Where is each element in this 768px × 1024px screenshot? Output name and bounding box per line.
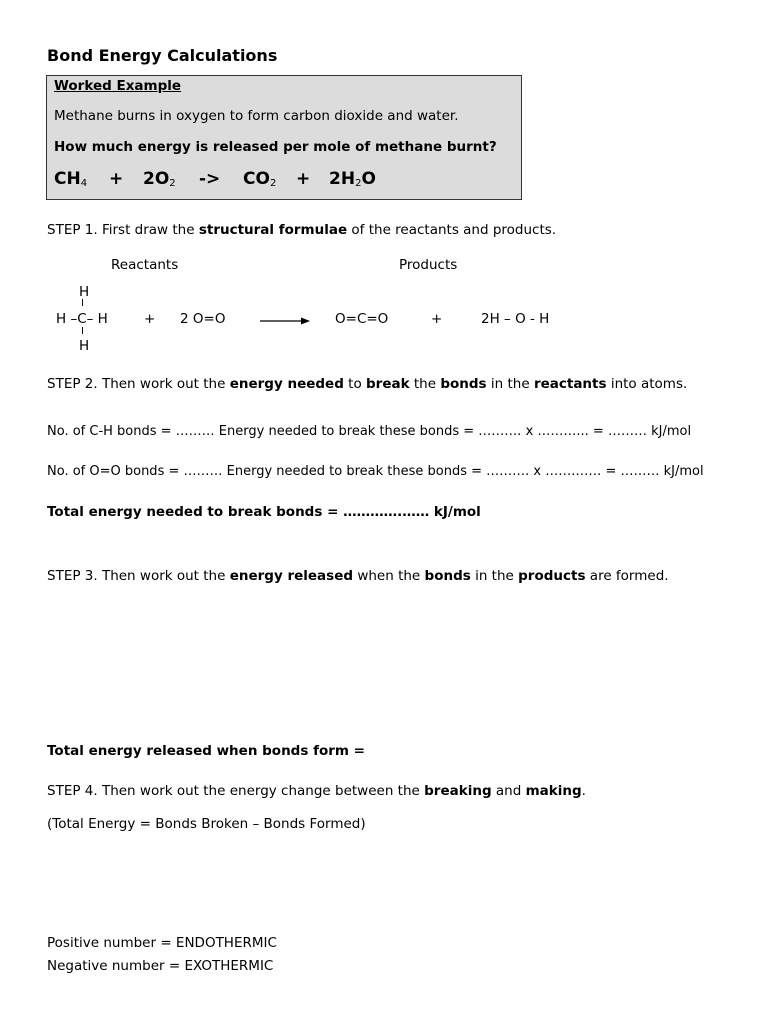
- oo-bonds-line: No. of O=O bonds = ……… Energy needed to break these bonds = ………. x …….…… = ……… kJ/mol: [47, 464, 704, 479]
- reaction-arrow-icon: [259, 315, 311, 327]
- water-structure: 2H – O - H: [481, 311, 550, 327]
- oxygen-structure: 2 O=O: [180, 311, 226, 327]
- step3-text: STEP 3. Then work out the energy released when the bonds in the products are formed.: [47, 568, 669, 584]
- methane-formula: $CH_4$: [54, 169, 88, 189]
- example-heading: Worked Example: [54, 78, 182, 94]
- step4-text: STEP 4. Then work out the energy change between the breaking and making.: [47, 783, 586, 799]
- plus-sign: +: [296, 169, 311, 189]
- plus-sign: +: [144, 311, 156, 327]
- carbon-dioxide-formula: $CO_2$: [243, 169, 277, 189]
- methane-bottom-bond: I: [81, 326, 84, 337]
- step1-text: STEP 1. First draw the structural formulae of the reactants and products.: [47, 222, 557, 238]
- energy-formula-note: (Total Energy = Bonds Broken – Bonds Formed): [47, 816, 366, 832]
- exothermic-note: Negative number = EXOTHERMIC: [47, 958, 274, 974]
- products-label: Products: [399, 257, 458, 273]
- oxygen-formula: $2O_2$: [143, 169, 176, 189]
- ch-bonds-line: No. of C-H bonds = ……… Energy needed to break these bonds = ………. x ………... = ……… kJ/mol: [47, 424, 692, 439]
- total-release-line: Total energy released when bonds form =: [47, 743, 365, 759]
- endothermic-note: Positive number = ENDOTHERMIC: [47, 935, 277, 951]
- plus-sign: +: [431, 311, 443, 327]
- methane-top-bond: I: [81, 298, 84, 309]
- carbon-dioxide-structure: O=C=O: [335, 311, 389, 327]
- reactants-label: Reactants: [111, 257, 179, 273]
- worked-example-box: [46, 75, 522, 200]
- reaction-arrow: ->: [199, 169, 221, 189]
- methane-top-hydrogen: H: [79, 284, 90, 300]
- water-formula: $2H_2O$: [329, 169, 376, 189]
- methane-bottom-hydrogen: H: [79, 338, 90, 354]
- step2-text: STEP 2. Then work out the energy needed to break the bonds in the reactants into atoms.: [47, 376, 688, 392]
- total-break-line: Total energy needed to break bonds = ………….…… kJ/mol: [47, 504, 481, 520]
- page-title: Bond Energy Calculations: [47, 46, 278, 65]
- methane-middle-row: H –C– H: [56, 311, 108, 327]
- plus-sign: +: [109, 169, 124, 189]
- example-question: How much energy is released per mole of methane burnt?: [54, 139, 497, 155]
- example-intro: Methane burns in oxygen to form carbon dioxide and water.: [54, 108, 459, 124]
